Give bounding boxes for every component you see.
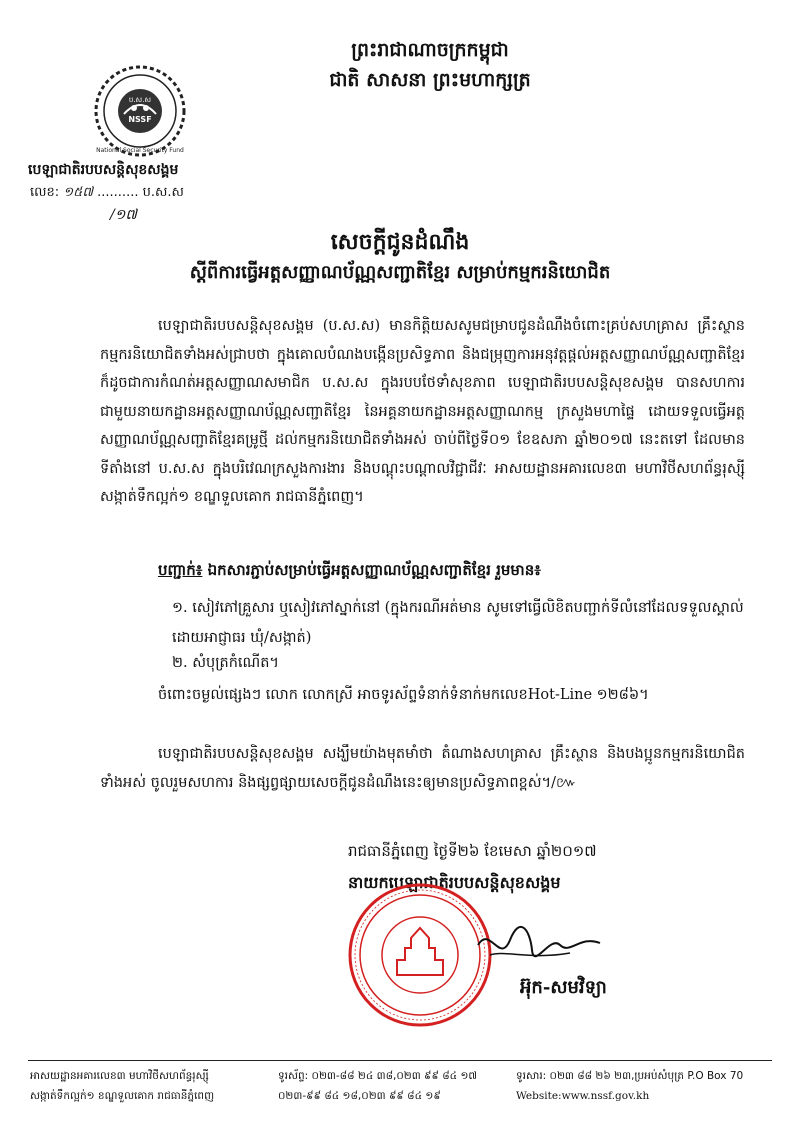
handwritten-signature (470, 905, 610, 985)
ref-suffix: ប.ស.ស (142, 185, 184, 200)
footer-divider (28, 1060, 772, 1061)
footer-website: Website:www.nssf.gov.kh (516, 1090, 650, 1102)
logo-ring-text: National Social Security Fund (96, 147, 184, 154)
nssf-logo (80, 64, 200, 158)
footer-address-line-2: សង្កាត់ទឹកល្អក់១ ខណ្ឌទួលគោក រាជធានីភ្នំពេញ (30, 1090, 215, 1102)
footer-fax-pobox: ទូរសារ: ០២៣ ៨៨ ២៦ ២៣,ប្រអប់សំបុត្រ P.O Box 70 (516, 1070, 744, 1082)
signer-name: អ៊ុក-សមវិទ្យា (520, 977, 607, 998)
place-date: រាជធានីភ្នំពេញ ថ្ងៃទី២៦ ខែមេសា ឆ្នាំ២០១៧ (348, 842, 597, 860)
hotline-contact: ចំពោះចម្ងល់ផ្សេងៗ លោក លោកស្រី អាចទូរស័ព្ទទំនាក់ទំនាក់មកលេខHot-Line ១២៨៦។ (158, 687, 649, 703)
required-doc-item-1: ១. សៀវភៅគ្រួសារ ឬសៀវភៅស្នាក់នៅ (ក្នុងករណីអត់មាន សូមទៅធ្វើលិខិតបញ្ជាក់ទីលំនៅដែលទទួលស្គាល់ដោយអាជ្ញាធរ ឃុំ/សង្កាត់) (172, 600, 744, 646)
ref-label: លេខ: (30, 185, 60, 200)
document-subtitle: ស្តីពីការធ្វើអត្តសញ្ញាណប័ណ្ណសញ្ជាតិខ្មែរ សម្រាប់កម្មករនិយោជិត (189, 262, 611, 283)
document-title: សេចក្តីជូនដំណឹង (330, 229, 470, 255)
sender-org-name: បេឡាជាតិរបបសន្តិសុខសង្គម (28, 162, 179, 178)
footer-phone-line-1: ទូរស័ព្ទ: ០២៣-៨៨ ២៤ ៣៨,០២៣ ៩៩ ៨៤ ១៧ (278, 1070, 478, 1082)
note-text: ឯកសារភ្ជាប់សម្រាប់ធ្វើអត្តសញ្ញាណប័ណ្ណសញ្ជាតិខ្មែរ រួមមាន៖ (202, 561, 541, 579)
note-heading (158, 561, 541, 583)
national-motto: ជាតិ សាសនា ព្រះមហាក្សត្រ (329, 69, 531, 91)
footer-phone-line-2: ០២៣-៩៩ ៨៤ ១៨,០២៣ ៩៩ ៨៤ ១៩ (278, 1090, 441, 1102)
reference-number (30, 184, 184, 203)
note-label: បញ្ជាក់៖ (158, 561, 203, 579)
footer-address-line-1: អាសយដ្ឋានអគារលេខ៣ មហាវិថីសហព័ន្ធរុស្ស៊ី (30, 1070, 209, 1082)
signer-title: នាយកបេឡាជាតិរបបសន្តិសុខសង្គម (348, 873, 561, 892)
ref-dots: .......... (97, 185, 139, 200)
logo-abbr-en: NSSF (128, 115, 152, 124)
kingdom-heading: ព្រះរាជាណាចក្រកម្ពុជា (351, 39, 509, 61)
ref-year: /១៧ (110, 207, 137, 223)
body-paragraph-2: បេឡាជាតិរបបសន្តិសុខសង្គម សង្ឃឹមយ៉ាងមុតមាំថា តំណាងសហគ្រាស គ្រឹះស្ថាន និងបងប្អូនកម្មករនិយោជិតទាំងអស់ ចូលរួមសហការ និងផ្សព្វផ្សាយសេចក្តីជូនដំណឹងនេះឲ្យមានប្រសិទ្ធភាពខ្ពស់។/៚ (100, 746, 745, 791)
ref-number: ១៥៧ (63, 185, 93, 200)
logo-abbr-km: ប.ស.ស (128, 96, 152, 104)
body-paragraph-1: បេឡាជាតិរបបសន្តិសុខសង្គម (ប.ស.ស) មានកិត្តិយសសូមជម្រាបជូនដំណឹងចំពោះគ្រប់សហគ្រាស គ្រឹះស្ថាន កម្មករនិយោជិតទាំងអស់ជ្រាបថា ក្នុងគោលបំណងបង្កើនប្រសិទ្ធភាព និងជម្រុញការអនុវត្តផ្តល់អត្តសញ្ញាណប័ណ្ណសញ្ជាតិខ្មែរ ក៏ដូចជាការកំណត់អត្តសញ្ញាណសមាជិក ប.ស.ស ក្នុងរបបថែទាំសុខភាព បេឡាជាតិរបបសន្តិសុខសង្គម បានសហការជាមួយនាយកដ្ឋានអត្តសញ្ញាណប័ណ្ណសញ្ជាតិខ្មែរ នៃអគ្គនាយកដ្ឋានអត្តសញ្ញាណកម្ម ក្រសួងមហាផ្ទៃ ដោយទទួលធ្វើអត្តសញ្ញាណប័ណ្ណសញ្ជាតិខ្មែរគម្រូថ្មី ដល់កម្មករនិយោជិតទាំងអស់ ចាប់ពីថ្ងៃទី០១ ខែឧសភា ឆ្នាំ២០១៧ នេះតទៅ ដែលមានទីតាំងនៅ ប.ស.ស ក្នុងបរិវេណក្រសួងការងារ និងបណ្តុះបណ្តាលវិជ្ជាជីវៈ អាសយដ្ឋានអគារលេខ៣ មហាវិថីសហព័ន្ធរុស្ស៊ី សង្កាត់ទឹកល្អក់១ ខណ្ឌទួលគោក រាជធានីភ្នំពេញ។ (100, 318, 745, 505)
required-doc-item-2: ២. សំបុត្រកំណើត។ (172, 655, 279, 671)
